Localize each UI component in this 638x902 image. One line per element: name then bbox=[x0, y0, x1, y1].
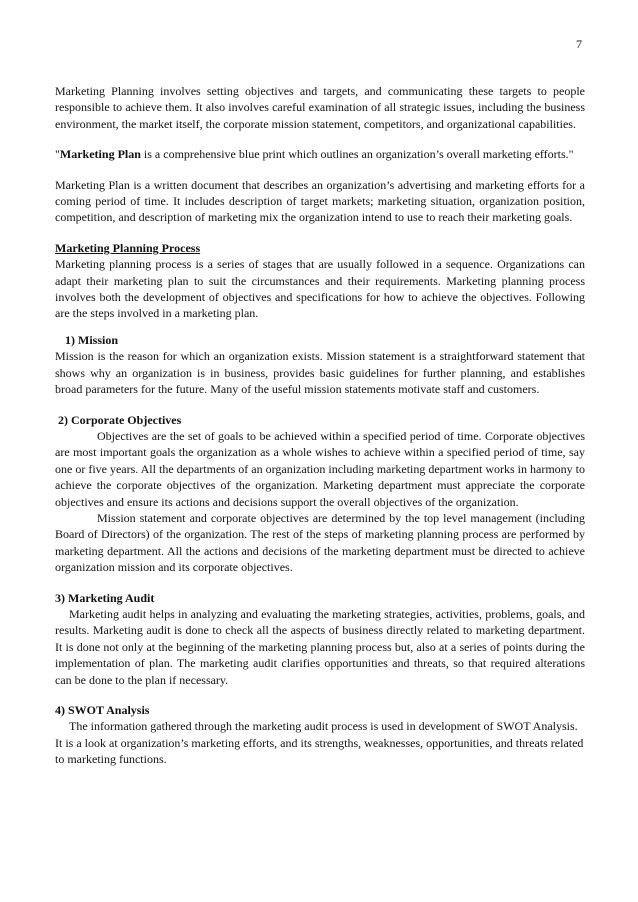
quote-mark: " bbox=[55, 147, 60, 162]
marketing-audit-heading: 3) Marketing Audit bbox=[55, 590, 155, 605]
marketing-audit-paragraph: Marketing audit helps in analyzing and evaluating the marketing strategies, activities, problems, goals, and results. Marketing audit is done to check all the aspects of business directly related to marketing department. It is done not only at the beginning of the marketing planning process but, also at a series of points during the implementation of plan. The marketing audit clarifies opportunities and threats, so that required alterations can be done to the plan if necessary. bbox=[55, 606, 585, 687]
swot-analysis-heading: 4) SWOT Analysis bbox=[55, 703, 150, 717]
corporate-objectives-heading: 2) Corporate Objectives bbox=[58, 412, 182, 427]
mission-paragraph: Mission is the reason for which an organization exists. Mission statement is a straightforward statement that shows why an organization is in business, provides basic guidelines for further planning, and establishes broad parameters for the future. Many of the useful mission statements motivate staff and customers. bbox=[55, 349, 585, 397]
mission-heading: 1) Mission bbox=[65, 332, 119, 347]
process-paragraph: Marketing planning process is a series of stages that are usually followed in a sequence. Organizations can adapt their marketing plan to suit the circumstances and their requirements. Marketing planning process involves both the development of objectives and specifications for how to achieve the objectives. Following are the steps involved in a marketing plan. bbox=[55, 257, 585, 321]
definition-paragraph bbox=[55, 146, 585, 162]
corporate-objectives-paragraph-1: Objectives are the set of goals to be achieved within a specified period of time. Corporate objectives are most important goals the organization as a whole wishes to achieve within a specified period of time, say one or five years. All the departments of an organization including marketing department works in harmony to achieve the corporate objectives of the organization. Marketing department must appreciate the corporate objectives and ensure its actions and decisions support the overall objectives of the organization. bbox=[55, 428, 585, 509]
process-heading: Marketing Planning Process bbox=[55, 240, 201, 255]
page-number: 7 bbox=[576, 37, 582, 51]
swot-analysis-paragraph: The information gathered through the marketing audit process is used in development of SWOT Analysis. It is a look at organization’s marketing efforts, and its strengths, weaknesses, opportunities, and threats related to marketing functions. bbox=[55, 719, 584, 767]
plan-description-paragraph: Marketing Plan is a written document that describes an organization’s advertising and marketing efforts for a coming period of time. It includes description of target markets; marketing situation, organization position, competition, and description of marketing mix the organization intend to use to reach their marketing goals. bbox=[55, 177, 585, 225]
intro-paragraph: Marketing Planning involves setting objectives and targets, and communicating these targets to people responsible to achieve them. It also involves careful examination of all strategic issues, including the business environment, the market itself, the corporate mission statement, competitors, and organizational capabilities. bbox=[55, 84, 585, 131]
page-content bbox=[55, 83, 585, 768]
definition-term: Marketing Plan bbox=[59, 147, 141, 162]
corporate-objectives-paragraph-2: Mission statement and corporate objectives are determined by the top level management (including Board of Directors) of the organization. The rest of the steps of marketing planning process are performed by marketing department. All the actions and decisions of the marketing department must be directed to achieve organization mission and its corporate objectives. bbox=[55, 510, 585, 575]
definition-text: is a comprehensive blue print which outlines an organization’s overall marketing efforts." bbox=[140, 147, 574, 162]
